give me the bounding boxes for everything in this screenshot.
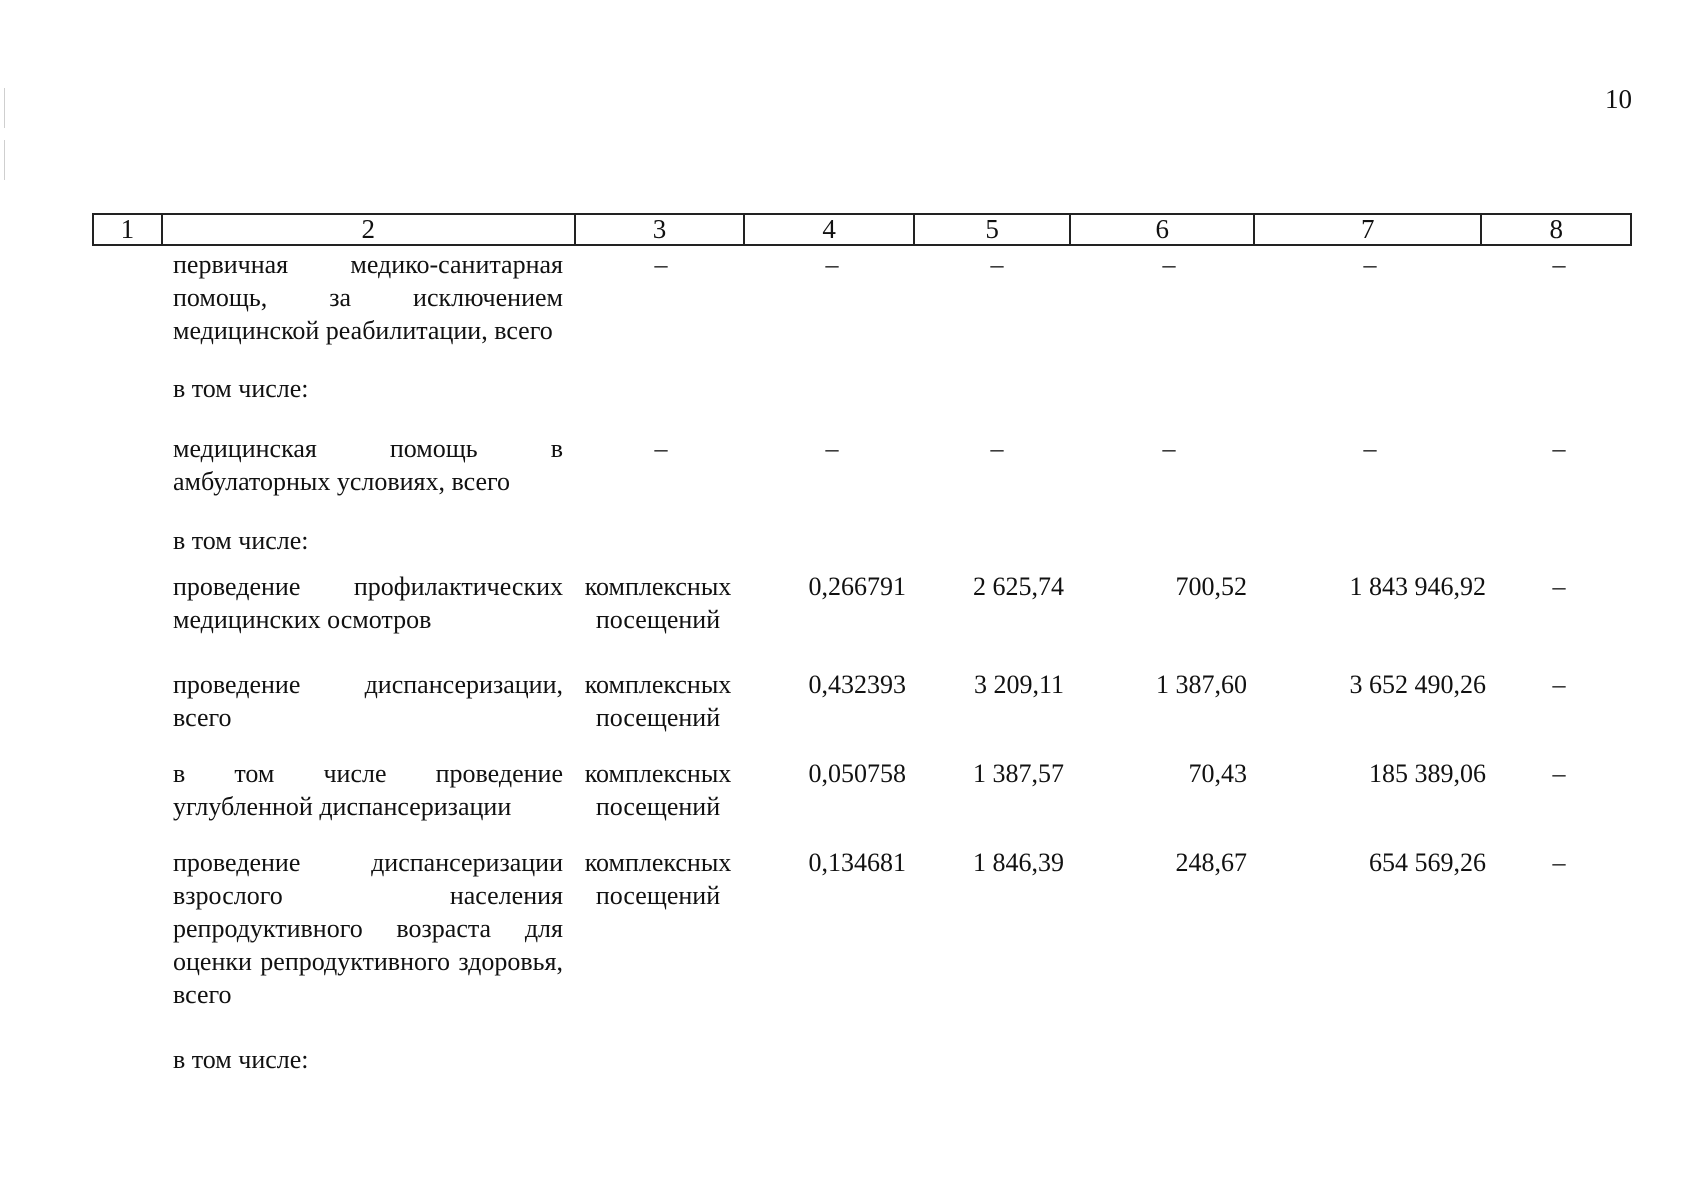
value-col-4: 0,266791 (808, 572, 906, 601)
value-col-6: 248,67 (1175, 848, 1247, 877)
dash-col-3: – (654, 434, 668, 463)
dash-col-6: – (1162, 250, 1176, 279)
value-col-7: 654 569,26 (1369, 848, 1486, 877)
header-col-6: 6 (1071, 215, 1255, 244)
value-col-4: 0,050758 (808, 759, 906, 788)
dash-col-8: – (1552, 572, 1566, 601)
value-col-6: 70,43 (1188, 759, 1247, 788)
row-description: проведение профилактических медицинских осмотров (173, 572, 563, 634)
row-description: проведение диспансеризации взрослого населения репродуктивного возраста для оценки репродуктивного здоровья, всего (173, 848, 563, 1009)
sub-heading: в том числе: (173, 526, 309, 555)
header-col-4: 4 (745, 215, 915, 244)
value-col-7: 185 389,06 (1369, 759, 1486, 788)
dash-col-6: – (1162, 434, 1176, 463)
dash-col-8: – (1552, 759, 1566, 788)
value-col-5: 2 625,74 (973, 572, 1064, 601)
sub-heading: в том числе: (173, 1045, 309, 1074)
dash-col-3: – (654, 250, 668, 279)
dash-col-7: – (1363, 434, 1377, 463)
scan-mark (4, 140, 5, 180)
row-description: в том числе проведение углубленной диспансеризации (173, 759, 563, 821)
header-col-7: 7 (1255, 215, 1482, 244)
header-col-8: 8 (1549, 214, 1563, 244)
row-description: проведение диспансеризации, всего (173, 670, 563, 732)
unit-of-measure: комплексных посещений (584, 670, 732, 732)
value-col-4: 0,432393 (808, 670, 906, 699)
dash-col-4: – (825, 250, 839, 279)
unit-of-measure: комплексных посещений (584, 759, 732, 821)
header-col-1: 1 (94, 215, 163, 244)
value-col-5: 1 387,57 (973, 759, 1064, 788)
row-description: медицинская помощь в амбулаторных условиях, всего (173, 434, 563, 496)
value-col-5: 3 209,11 (973, 670, 1064, 699)
row-description: первичная медико-санитарная помощь, за исключением медицинской реабилитации, всего (173, 250, 563, 345)
value-col-5: 1 846,39 (973, 848, 1064, 877)
dash-col-7: – (1363, 250, 1377, 279)
page-number: 10 (1605, 84, 1632, 114)
header-col-2: 2 (163, 215, 576, 244)
sub-heading: в том числе: (173, 374, 309, 403)
dash-col-8: – (1552, 250, 1566, 279)
value-col-6: 1 387,60 (1156, 670, 1247, 699)
scan-mark (4, 88, 5, 128)
column-number-header (92, 213, 1632, 246)
unit-of-measure: комплексных посещений (584, 848, 732, 910)
header-col-5: 5 (915, 215, 1072, 244)
dash-col-4: – (825, 434, 839, 463)
dash-col-5: – (990, 250, 1004, 279)
dash-col-8: – (1552, 434, 1566, 463)
header-col-3: 3 (576, 215, 746, 244)
dash-col-5: – (990, 434, 1004, 463)
value-col-7: 3 652 490,26 (1349, 670, 1486, 699)
value-col-4: 0,134681 (808, 848, 906, 877)
value-col-6: 700,52 (1175, 572, 1247, 601)
value-col-7: 1 843 946,92 (1349, 572, 1486, 601)
dash-col-8: – (1552, 848, 1566, 877)
unit-of-measure: комплексных посещений (584, 572, 732, 634)
dash-col-8: – (1552, 670, 1566, 699)
